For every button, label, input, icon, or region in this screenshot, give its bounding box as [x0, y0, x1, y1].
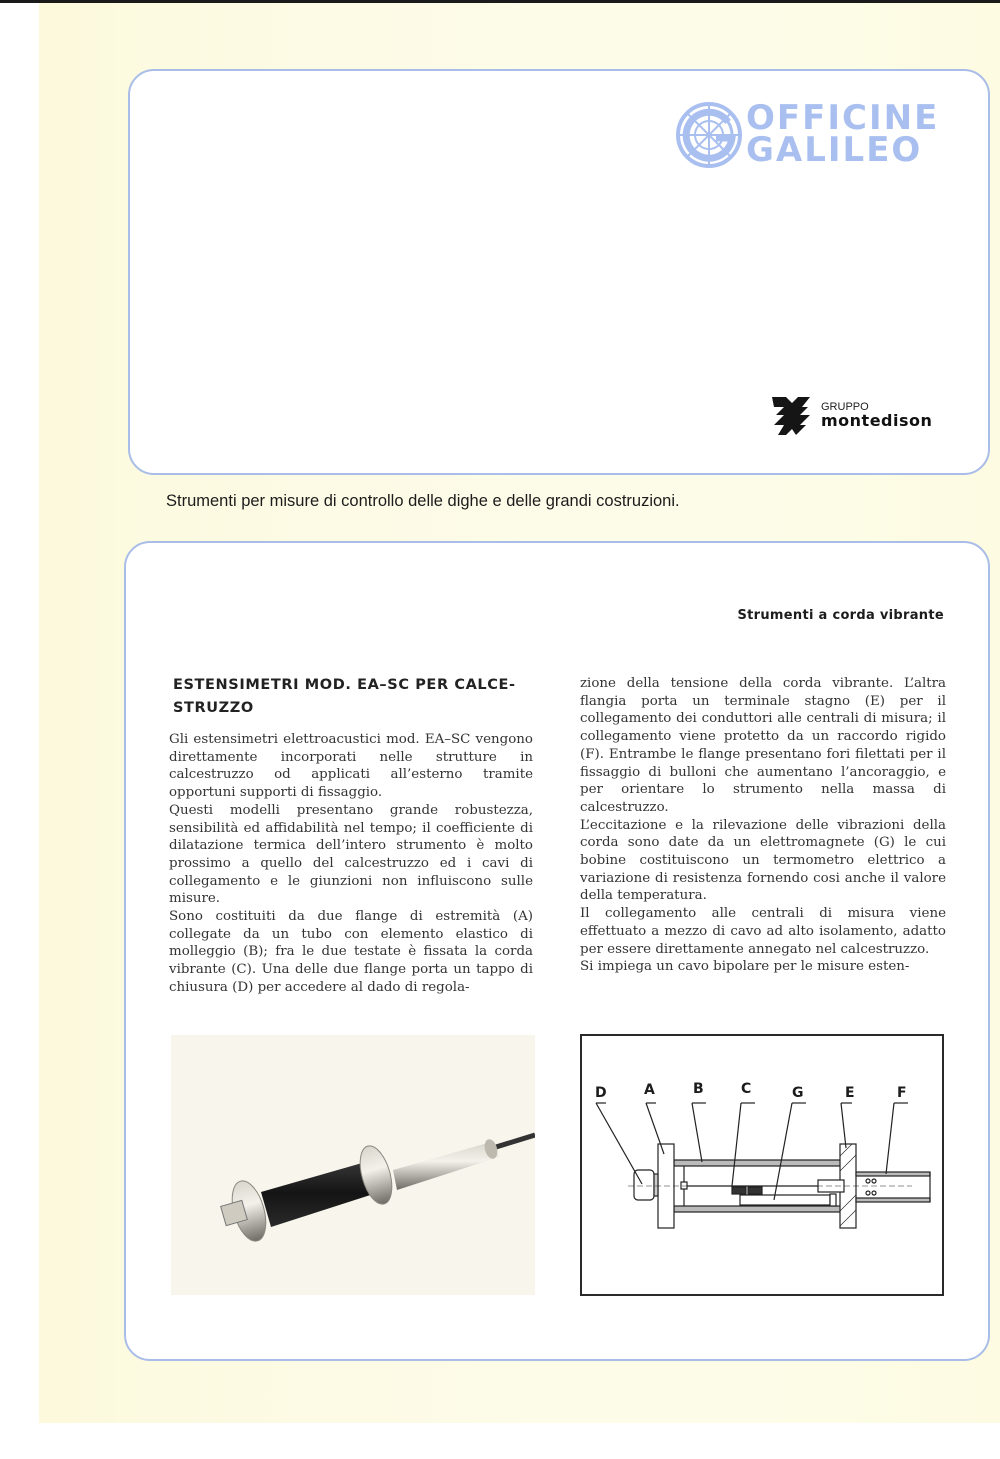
gruppo-montedison-logo	[770, 393, 950, 438]
section-label: Strumenti a corda vibrante	[737, 608, 944, 623]
diagram-label-c: C	[741, 1081, 752, 1097]
officine-galileo-logo	[676, 98, 946, 172]
paragraph: Questi modelli presentano grande robustezza, sensibilità ed affidabilità nel tempo; il coefficiente di dilatazione termica dell’intero strumento è molto prossimo a quello del calcestruzzo ed i cavi di collegamento e le giunzioni non influiscono sulle misure.	[169, 802, 533, 907]
paragraph: Si impiega un cavo bipolare per le misure esten-	[580, 959, 910, 975]
diagram-label-b: B	[693, 1081, 704, 1097]
paragraph: zione della tensione della corda vibrante. L’altra flangia porta un terminale stagno (E) per il collegamento dei conduttori alle centrali di misura; il collegamento viene protetto da un raccordo rigido (F). Entrambe le flange presentano fori filettati per il fissaggio di bulloni che aumentano l’ancoraggio, e per orientare lo strumento nella massa di calcestruzzo.	[580, 676, 946, 815]
paragraph: Il collegamento alle centrali di misura viene effettuato a mezzo di cavo ad alto isolamento, adatto per essere direttamente annegato nel calcestruzzo.	[580, 906, 946, 957]
strain-gauge-photo-illustration	[171, 1035, 535, 1295]
diagram-label-f: F	[897, 1085, 907, 1101]
montedison-emblem-icon	[770, 393, 814, 437]
company-name-line1: OFFICINE	[746, 98, 940, 138]
tagline: Strumenti per misure di controllo delle dighe e delle grandi costruzioni.	[166, 492, 680, 510]
cross-section-diagram	[580, 1034, 944, 1296]
galileo-emblem-icon	[676, 102, 742, 168]
group-name: montedison	[821, 411, 933, 430]
article-heading: ESTENSIMETRI MOD. EA–SC PER CALCE-STRUZZO	[173, 677, 516, 716]
paragraph: Gli estensimetri elettroacustici mod. EA–SC vengono direttamente incorporati nelle strutture in calcestruzzo od applicati all’esterno tramite opportuni supporti di fissaggio.	[169, 732, 533, 801]
strain-gauge-section-drawing	[582, 1036, 942, 1294]
article-column-right	[580, 675, 946, 976]
diagram-label-g: G	[792, 1085, 804, 1101]
article-column-left	[169, 731, 533, 997]
paragraph: L’eccitazione e la rilevazione delle vibrazioni della corda sono date da un elettromagnete (G) le cui bobine costituiscono un termometro elettrico a variazione di resistenza fornendo cosi anche il valore della temperatura.	[580, 817, 946, 904]
paragraph: Sono costituiti da due flange di estremità (A) collegate da un tubo con elemento elastico di molleggio (B); fra le due testate è fissata la corda vibrante (C). Una delle due flange porta un tappo di chiusura (D) per accedere al dado di regola-	[169, 909, 533, 995]
diagram-label-e: E	[845, 1085, 855, 1101]
group-prefix: GRUPPO	[821, 401, 869, 413]
diagram-label-d: D	[595, 1085, 607, 1101]
diagram-label-a: A	[644, 1082, 655, 1098]
company-name-line2: GALILEO	[746, 130, 923, 170]
instrument-photo	[171, 1035, 535, 1295]
